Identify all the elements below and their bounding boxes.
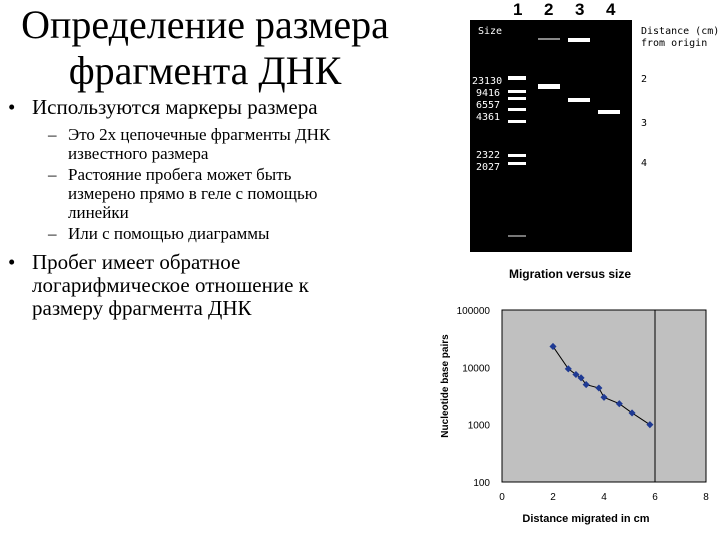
marker-size-6557: 6557 (476, 100, 501, 111)
x-axis-ticks (499, 492, 709, 503)
marker-size-2322: 2322 (476, 150, 501, 161)
title-line-1: Определение размера (21, 2, 389, 47)
band (568, 38, 590, 42)
sub-bullet-1-text: Это 2х цепочечные фрагменты ДНК известного размера (68, 125, 331, 163)
sub-bullet-2 (8, 165, 348, 222)
x-tick-label: 6 (652, 492, 658, 503)
band (508, 162, 526, 165)
bullet-dot: • (8, 250, 16, 274)
y-axis-ticks (457, 306, 491, 489)
title-line-2: фрагмента ДНК (68, 48, 342, 93)
marker-size-4361: 4361 (476, 112, 501, 123)
lane-number-2: 2 (544, 0, 554, 19)
slide-title (0, 2, 410, 94)
bullet-markers-text: Используются маркеры размера (32, 95, 318, 119)
dash: – (48, 125, 57, 144)
sub-bullet-3-text: Или с помощью диаграммы (68, 224, 270, 243)
dash: – (48, 165, 57, 184)
band (598, 110, 620, 114)
band (508, 154, 526, 157)
x-tick-label: 0 (499, 492, 505, 503)
x-tick-label: 8 (703, 492, 709, 503)
bullet-migration (8, 251, 348, 320)
marker-size-23130: 23130 (472, 76, 503, 87)
gel-image (440, 0, 720, 260)
band (538, 38, 560, 40)
y-tick-label: 100000 (456, 306, 490, 317)
lane-number-1: 1 (513, 0, 523, 19)
y-axis-label: Nucleotide base pairs (440, 334, 451, 438)
distance-label-line-1: Distance (cm) (641, 26, 720, 37)
band (508, 76, 526, 80)
lane-number-3: 3 (575, 0, 585, 19)
dash: – (48, 224, 57, 243)
migration-chart (430, 262, 720, 540)
gel-background (470, 20, 632, 252)
marker-size-9416: 9416 (476, 88, 501, 99)
distance-label-line-2: from origin (641, 38, 708, 49)
bullet-list (8, 96, 348, 326)
x-tick-label: 4 (601, 492, 607, 503)
bullet-migration-text: Пробег имеет обратное логарифмическое отношение к размеру фрагмента ДНК (32, 250, 309, 320)
sub-bullet-2-text: Растояние пробега может быть измерено прямо в геле с помощью линейки (68, 165, 318, 222)
x-tick-label: 2 (550, 492, 556, 503)
lane-number-4: 4 (606, 0, 616, 19)
chart-svg (430, 262, 720, 540)
band (508, 235, 526, 237)
band (508, 108, 526, 111)
band (508, 90, 526, 93)
chart-title: Migration versus size (508, 267, 632, 281)
y-tick-label: 100 (473, 478, 490, 489)
sub-bullet-3 (8, 224, 348, 243)
sub-bullet-1 (8, 125, 348, 163)
band (568, 98, 590, 102)
bullet-dot: • (8, 95, 16, 119)
distance-2: 2 (641, 74, 648, 85)
marker-size-2027: 2027 (476, 162, 501, 173)
distance-3: 3 (641, 118, 648, 129)
band (508, 120, 526, 123)
y-tick-label: 10000 (462, 363, 490, 375)
band (508, 97, 526, 100)
bullet-markers (8, 96, 348, 119)
size-label: Size (478, 26, 503, 37)
y-tick-label: 1000 (467, 420, 490, 432)
distance-4: 4 (641, 158, 648, 169)
band (538, 84, 560, 89)
x-axis-label: Distance migrated in cm (522, 513, 650, 525)
